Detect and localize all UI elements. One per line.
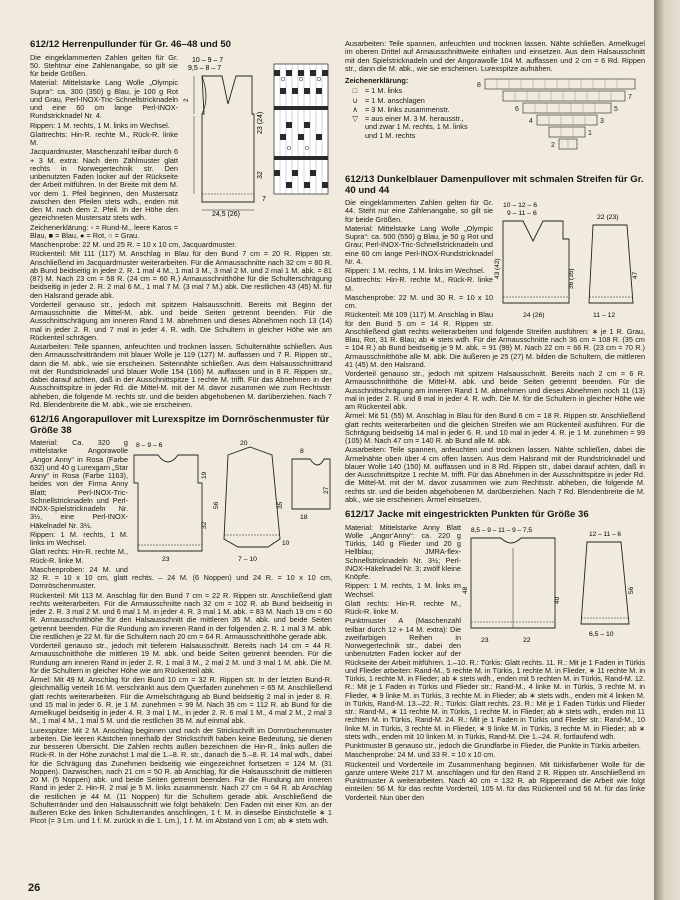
row-num: 2 <box>551 142 555 149</box>
front-text: Vorderteil genauso str., jedoch mit spitzem Halsausschnitt. Bereits mit Beginn der Armausschnitte die Mittel-M. abk. und beide Seiten getrennt beenden. Für die Ausschnittschrägung am inneren Rand 1 M. abnehmen und dieses Abnehmen noch 13 (14) mal in jeder 2. R. und 7 mal in jeder 4. R. wdh. Die Schultern in gleicher Höhe wie am Rückenteil schrägen. <box>30 299 332 342</box>
angora-schematic <box>132 439 332 565</box>
section-612-16 <box>30 415 332 826</box>
legend-symbol: □ <box>352 86 358 96</box>
sweater-outline <box>503 221 569 303</box>
lurex-stitch-chart <box>475 77 643 169</box>
dim-v2: 19 <box>201 471 208 479</box>
dim-v3: 43 (42) <box>494 258 501 279</box>
dim-s1: 47 <box>632 271 639 279</box>
dim-side: 2 <box>183 97 190 102</box>
dim-w1: 23 <box>162 556 170 563</box>
lurex-outline <box>292 459 330 509</box>
legend-item <box>345 87 475 95</box>
dim-lurex-h: 27 <box>323 486 330 494</box>
row-num: 5 <box>614 106 618 113</box>
row-num: 4 <box>529 118 533 125</box>
finishing-text: Ausarbeiten: Teile spannen, anfeuchten und trocknen lassen. Schulternähte schließen. Aus den Armausschnitträndern mit blauer Wolle je 119 (127) M. auffassen und 7 R. Rippen str., dann die M. abk., wie sie erscheinen. Seitennähte schließen. Aus dem Halsausschnittrand mit der Rundstricknadel und blauer Wolle 154 (166) M. auffassen und in 8 R. Rippen str., dabei darauf achten, daß in der Ausschnittspitze 1 rechte M. trifft. Für das Abnehmen in der Ausschnittspitze in jeder Rd. die Mittel-M. mit der M. davor zusammen wie zum Rechtsstr. abheben, die folgende M. rechts str. und die beiden abgehobenen M. darüberziehen. Nach 7 Rd. Blendenbreite die M. abk., wie sie erscheinen. <box>30 342 332 409</box>
pattern-b-text: Punktmuster B genauso str., jedoch die Grundfarbe in Flieder, die Punkte in Türkis arbeiten. <box>345 741 641 750</box>
intro-text: Die eingeklammerten Zahlen gelten für Gr. 44. Steht nur eine Zahlenangabe, so gilt sie für beide Größen. <box>345 198 493 224</box>
jacquard-text: Jacquardmuster, Maschenzahl teilbar durch 6 + 3 M. extra: Nach dem Zählmuster glatt rechts in Norwegertechnik str. Den unbenutzten Faden locker auf der Rückseite der Arbeit mitführen. In der Breite mit dem M. vor dem 1. Pfeil beginnen, den Mustersatz zwischen den Pfeilen stets wdh., enden mit den M. nach dem 2. Pfeil. In der Höhe den gezeichneten Mustersatz stets wdh. <box>30 147 178 223</box>
back-text: Rückenteil: Mit 113 M. Anschlag für den Bund 7 cm = 22 R. Rippen str. Anschließend glatt rechts weiterarbeiten. Für die Armausschnitte nach 32 cm = 102 R. ab Bund beidseitig in jeder 2. R. 3 mal 2 M. und 6 mal 1 M. in jeder 4. R. 3 mal 1 M. abk. = 83 M. Nach 19 cm = 60 R. Armausschnitthöhe für den Halsausschnitt die mittleren 35 M. abk. und beide Seiten getrennt beenden. Für die Rundung am inneren Rand in der folgenden 2. R. 1 mal 3 M. abk. Die restlichen je 22 M. für die Schultern nach 20 cm = 64 R. Armausschnitthöhe gerade abk. <box>30 590 332 641</box>
back-text: Rückenteil und Vorderteile im Zusammenhang beginnen. Mit türkisfarbener Wolle für die ganze untere Weite 217 M. anschlagen und für den Rand 2 R. Rippen str. Anschließend im Punktmuster A weiterarbeiten. Nach 40 cm = 132 R. ab Rippenrand die Arbeit wie folgt einteilen: 56 M. für das rechte Vorderteil, 105 M. für das Rückenteil und 56 M. für das linke Vorderteil. Nun über den <box>345 759 645 802</box>
row-num: 8 <box>477 82 481 89</box>
legend-label: = 1 M. anschlagen <box>365 95 425 105</box>
dim-v1: 22 (23) <box>597 214 619 221</box>
gauge-text: Maschenprobe: 24 M. und 33 R. = 10 x 10 cm. <box>345 750 496 760</box>
finishing-text: Ausarbeiten: Teile spannen, anfeuchten und trocknen lassen. Nähte schließen, dabei die Ärmelnähte oben über 4 cm offen lassen. Aus dem Halsrand mit der Rundstricknadel und blauer Wolle 140 (150) M. auffassen und in 8 Rd. Rippen str., dabei darauf achten, daß in der Ausschnittspitze 1 rechte M. trifft. Für das Abnehmen in der Ausschnittspitze in jeder Rd. die Mittel-M. mit der M. davor zusammen wie zum Rechtsstr. abheben, die folgende M. rechts str. und die beiden abgehobenen M. darüberziehen. Nach 7 Rd. Blendenbreite die M. abk., wie sie erscheinen. Ärmel einsetzen. <box>345 445 645 504</box>
material-text: Material: Mittelstarke Lang Wolle „Olympic Supra“: ca. 300 (350) g Blau, je 100 g Rot und Grau, Perl-INOX-Tric-Schnellstricknadeln und eine 60 cm lange Perl-INOX-Rundstricknadel Nr. 4. <box>30 78 178 121</box>
section-title: 612/13 Dunkelblauer Damenpullover mit schmalen Streifen für Gr. 40 und 44 <box>345 174 644 196</box>
damenpullover-schematic <box>494 199 645 323</box>
row-num: 6 <box>515 106 519 113</box>
gauge-text: Maschenprobe: 22 M. und 30 R. = 10 x 10 cm. <box>345 292 493 310</box>
glatt-text: Glatt rechts: Hin-R. rechte M., Rück-R. linke M. <box>345 598 461 616</box>
legend-item <box>345 115 475 140</box>
glatt-text: Glattrechts: Hin-R. rechte M., Rück-R. linke M. <box>30 129 178 147</box>
dim-bottom: 24,5 (26) <box>212 210 241 218</box>
intro-text: Die eingeklammerten Zahlen gelten für Gr. 50. Stehtnur eine Zahlenangabe, so gilt sie für beide Größen. <box>30 52 178 78</box>
dim-top1: 8 – 9 – 6 <box>136 442 163 449</box>
row-num: 3 <box>600 118 604 125</box>
dim-lurex-w: 18 <box>300 514 308 521</box>
vest-outline <box>202 76 254 202</box>
page-number: 26 <box>28 882 41 894</box>
rippen-text: Rippen: 1 M. rechts, 1 M. links im Wechsel. <box>30 529 128 547</box>
legend-label: = aus einer M. 3 M. herausstr., und zwar 1 M. rechts, 1 M. links und 1 M. rechts <box>365 114 468 140</box>
dim-w3: 6,5 – 10 <box>589 630 614 638</box>
legend-symbol: ∪ <box>352 95 358 105</box>
gauge-text: Maschenprobe: 22 M. und 25 R. = 10 x 10 cm, Jacquardmuster. <box>30 240 237 249</box>
glatt-text: Glattrechts: Hin-R. rechte M., Rück-R. linke M. <box>345 275 493 293</box>
dim-top3: 8 <box>300 448 304 455</box>
dim-top2: 20 <box>240 440 248 447</box>
back-text: Rückenteil: Mit 109 (117) M. Anschlag in Blau für den Bund 5 cm = 14 R. Rippen str. Anschließend glatt rechts weiterarbeiten und folgende Streifen ausführen: ∗ je 1 R. Grau, Blau, Rot, 31 R. Blau; ab ∗ stets wdh. Für die Armausschnitte nach 36 cm = 108 R. (35 cm = 104 R.) ab Bund beidseitig je 9 M. abk. = 91 (99) M. Nach 22 cm = 66 R. (23 cm = 70 R.) Armausschnitthöhe alle M. abk. Die äußeren je 25 (27) M. bilden die Schultern, die mittleren 41 (45) M. den Halsrand. <box>345 310 645 369</box>
rippen-text: Rippen: 1 M. rechts, 1 M. links im Wechsel. <box>345 266 485 275</box>
legend-title: Zeichenerklärung: <box>345 76 409 85</box>
dim-band: 7 <box>262 195 266 203</box>
front-outline <box>134 455 202 551</box>
dim-v5: 56 <box>213 501 220 509</box>
jacquard-chart <box>274 64 328 194</box>
dim-sleeve: 11 – 12 <box>593 312 616 319</box>
dim-armhole: 23 (24) <box>257 111 264 134</box>
legend-label: = 1 M. links <box>365 86 403 96</box>
glatt-text: Glatt rechts: Hin-R. rechte M., Rück-R. linke M. <box>30 547 128 565</box>
section-612-13 <box>345 175 645 504</box>
dim-v6: 35 <box>277 501 284 509</box>
dim-w2: 7 – 10 <box>238 556 257 563</box>
section-612-16-cont <box>345 40 645 169</box>
section-title: 612/17 Jacke mit eingestrickten Punkten für Größe 36 <box>345 509 589 520</box>
rippen-text: Rippen: 1 M. rechts, 1 M. links im Wechsel. <box>30 120 170 130</box>
sleeve-outline <box>224 447 280 547</box>
section-title: 612/12 Herrenpullunder für Gr. 46–48 und 50 <box>30 39 232 50</box>
pattern-a-text: Punktmuster A (Maschenzahl teilbar durch 12 + 14 M. extra): Die zweifarbigen Reihen in Norwegertechnik str., dabei den unbenutzten Faden locker auf der Rückseite der Arbeit mitführen. 1.–10. R.: Türkis: Glatt rechts. 11. R.: Mit je 1 Faden in Türkis und Flieder arbeiten: Rand-M., 5 rechte M. in Türkis, 1 rechte M. in Flieder, ∗ 11 rechte M. in Türkis, 1 rechte M. in Flieder; ab ∗ stets wdh., enden mit 5 rechten M. in Türkis, Rand-M. 12. R.: Mit je 1 Faden in Türkis und Flieder str.: Rand-M., 4 linke M. in Türkis, 3 rechte M. in Flieder, ∗ 9 linke M. in Türkis, 3 rechte M. in Flieder; ab ∗ stets wdh., enden mit 4 linken M. in Türkis, Rand-M. 13.–22. R.: Türkis: Glatt rechts. 23. R.: Mit je 1 Faden Türkis und Flieder str.: Rand-M., ∗ 11 rechte M. in Türkis, 1 rechte M. in Flieder; ab ∗ stets wdh., enden mit 11 rechten M. in Türkis, Rand-M. 24. R.: Mit je 1 Faden in Türkis und Flieder str.: Rand-M., 10 linke M. in Türkis, 3 rechte M. in Flieder, ∗ 9 linke M. in Türkis, 3 rechte M. in Flieder; ab ∗ stets wdh., enden mit 10 linken M. in Türkis, Rand-M. Die 1.–24. R. fortlaufend wdh. <box>345 616 645 741</box>
dim-v7: 10 <box>282 540 290 547</box>
sleeve-outline <box>581 542 629 624</box>
section-title: 612/16 Angorapullover mit Lurexspitze im Dornröschenmuster für Größe 38 <box>30 414 330 436</box>
dim-top: 8,5 – 9 – 11 – 9 – 7,5 <box>471 526 532 534</box>
material-text: Material: Mittelstarke Lang Wolle „Olympic Supra“: ca. 500 (550) g Blau, je 50 g Rot und Grau; Perl-INOX-Tric-Schnellstricknadeln und eine 60 cm lange Perl-INOX-Rundstricknadel Nr. 4. <box>345 223 493 266</box>
legend-symbol: ▽ <box>352 114 358 123</box>
dim-tr: 12 – 11 – 6 <box>589 530 622 538</box>
legend-symbol: ∧ <box>352 104 358 114</box>
sleeve-outline <box>589 225 633 303</box>
material-text: Material: Mittelstarke Anny Blatt Wolle „Angor’Anny“: ca. 220 g Türkis, 140 g Flieder und 20 g Hellblau; JMRA-flex-Schnellstricknadeln Nr. 3½; Perl-INOX-Häkelnadel Nr. 3; zwölf kleine Knöpfe. <box>345 522 461 581</box>
dim-v2: 48 <box>462 586 469 594</box>
dim-v2: 36 (35) <box>568 268 575 289</box>
sleeve-text: Ärmel: Mit 49 M. Anschlag für den Bund 10 cm = 32 R. Rippen str. In der letzten Bund-R. gleichmäßig verteilt 16 M. verschränkt aus dem Querfaden zunehmen = 65 M. Anschließend glatt rechts weiterarbeiten. Für die Armelschrägung ab Bund beidseitig 2 mal in jeder 8. R. und 15 mal in jeder 6. R. je 1 M. zunehmen = 99 M. Nach 35 cm = 112 R. ab Bund für die Armelkugel beidseitig in jeder 4. R. 3 mal 1 M., in jeder 2. R. 6 mal 1 M., 4 mal 2 M., 2 mal 3 M., 1 mal 4 M., 1 mal 5 M. und die restlichen 35 M. auf einmal abk. <box>30 675 332 726</box>
sleeve-text: Ärmel: Mit 51 (55) M. Anschlag in Blau für den Bund 6 cm = 18 R. Rippen str. Anschließend glatt rechts weiterarbeiten und die gleichen Streifen wie am Rückenteil ausführen. Für die Schrägung beidseitig 14 mal in jeder 6. R. und 10 mal in jeder 4. R. je 1 M. zunehmen = 99 (105) M. Nach 47 cm = 140 R. ab Bund alle M. abk. <box>345 411 645 445</box>
back-text: Rückenteil: Mit 111 (117) M. Anschlag in Blau für den Bund 7 cm = 20 R. Rippen str. Anschließend im Jacquardmuster weiterarbeiten. Für die Armausschnitte nach 32 cm = 80 R. ab Bund beidseitig in jeder 2. R. 1 mal 4 M., 1 mal 3 M., 3 mal 2 M. und 2 mal 1 M. abk. = 81 (87) M. Nach 23 cm = 58 R. (24 cm = 60 R.) Armausschnitthöhe für die Schulterschrägung beidseitig in jeder 2. R. 2 mal 6 M., 1 mal 7 M. (3 mal 7 M.) abk. Die restlichen 43 (45) M. für den Halsrand gerade abk. <box>30 249 332 300</box>
dim-top: 10 – 12 – 6 <box>503 202 538 209</box>
dim-v1: 40 <box>554 596 561 604</box>
dim-w1: 23 <box>481 636 489 644</box>
next-page-edge <box>654 0 680 900</box>
dim-top2: 9 – 11 – 6 <box>507 210 537 217</box>
dim-body: 32 <box>257 170 264 179</box>
row-num: 7 <box>628 94 632 101</box>
finishing-text: Ausarbeiten: Teile spannen, anfeuchten und trocknen lassen. Nähte schließen. Armelkugel im oberen Drittel auf Armausschnittweite einhalten und einsetzen. Aus dem Halsausschnitt mit den Spielstricknadeln und der Angorawolle 104 M. auffassen und 2 cm = 6 Rd. Rippen str., dann die M. abk., wie sie erscheinen. Lurexspitze aufnähen. <box>345 39 645 73</box>
dim-bottom: 24 (26) <box>523 312 545 319</box>
section-612-12 <box>30 40 332 409</box>
row-num: 1 <box>588 130 592 137</box>
dim-top2: 9,5 – 8 – 7 <box>188 64 222 72</box>
legend-item <box>345 97 475 105</box>
left-column <box>30 40 332 832</box>
legend-label: = 3 M. links zusammenstr. <box>365 104 450 114</box>
material-text: Material: Ca. 320 g mittelstarke Angorawolle „Angor Anny“ in Rosa (Farbe 632) und 40 g Lurexgarn „Star Anny“ in Rosa (Farbe 1163), beides von der Firma Anny Blatt; Perl-INOX-Tric-Schnellstricknadeln und Perl-INOX-Spielstricknadeln Nr. 3½, eine Perl-INOX-Häkelnadel Nr. 3½. <box>30 438 128 530</box>
legend-text: Zeichenerklärung: ▫ = Rund-M., leere Karos = Blau, ■ = Blau, ● = Rot, ○ = Grau. <box>30 222 178 240</box>
pullunder-schematic <box>182 54 332 222</box>
gauge-text: Maschenproben: 24 M. und 32 R. = 10 x 10 cm, glatt rechts. – 24 M. (6 Noppen) und 24 R. = 10 x 10 cm, Dornröschenmuster. <box>30 564 332 591</box>
dim-v3: 32 <box>201 521 208 529</box>
section-612-17 <box>345 510 645 802</box>
legend-item <box>345 106 475 114</box>
dim-w2: 22 <box>523 636 531 644</box>
rippen-text: Rippen: 1 M. rechts, 1 M. links im Wechsel. <box>345 581 461 599</box>
front-text: Vorderteil genauso str., jedoch mit tieferem Halsausschnitt. Bereits nach 14 cm = 44 R. Armausschnitthöhe die mittleren 19 M. abk. und beide Seiten getrennt beenden. Für die Rundung am inneren Rand in jeder 2. R. 1 mal 3 M., 2 mal 2 M. und 3 mal 1 M. abk. Die M. für die Schultern in gleicher Höhe wie am Rückenteil abk. <box>30 641 332 675</box>
dim-b: 56 <box>628 586 635 594</box>
jacke-schematic <box>462 524 645 652</box>
dim-top: 10 – 9 – 7 <box>192 56 224 64</box>
right-column <box>345 40 645 808</box>
front-text: Vorderteil genauso str., jedoch mit spitzem Halsausschnitt. Bereits nach 2 cm = 6 R. Armausschnitthöhe die Mittel-M. abk. und beide Seiten getrennt beenden. Für die Ausschnittschrägung am inneren Rand 1 M. abnehmen und dieses Abnehmen noch 11 (13) mal in jeder 2. R. und 8 mal in jeder 4. R. wdh. Die M. für die Schultern in gleicher Höhe wie am Rückenteil abk. <box>345 369 645 411</box>
lurex-text: Lurexspitze: Mit 2 M. Anschlag beginnen und nach der Strickschrift im Dornröschenmuster arbeiten. Die leeren Kästchen innerhalb der Strickschrift haben keine Bedeutung, sie dienen zur besseren Übersicht. Die Zahlen rechts außen bezeichnen die Hin-R., links außen die Rück-R. In der Höhe zunächst 1 mal die 1.–8. R. str., danach die 5.–8. R. 14 mal wdh., dabei für die Schrägung das Zunehmen beidseitig wie eingezeichnet fortsetzen = 124 M. (31 Noppen). Dazwischen, nach 21 cm = 50 R. ab Anschlag, für die Halsausschnitt die mittleren 20 M. (5 Noppen) abk. und beide Seiten getrennt beenden. Für die Rundung am inneren Rand in jeder 2. Hin-R. 2 mal je 5 M. links zusammenstr. Nach 27 cm = 64 R. ab Anschlag die restlichen je 44 M. (11 Noppen) für die Schultern gerade abk. Anschließend die Schulterränder und den Halsausschnitt wie folgt behäkeln: Den Faden mit einer Km. an der äußeren Ecke des linken Schulterrandes anschlingen, 1 f. M. in dieselbe Einstichstelle ∗ 1 Picot (= 3 Lm. und 1 f. M. zurück in die 1. Lm.), 1 f. M. im Abstand von 1 cm; ab ∗ stets wdh. <box>30 725 332 826</box>
